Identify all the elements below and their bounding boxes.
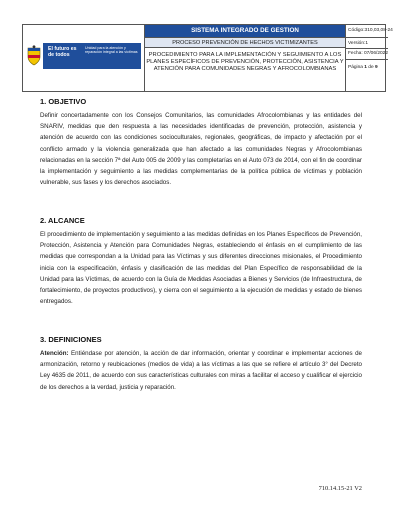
logo-subtitle: Unidad para la atención y reparación integral a las víctimas: [85, 46, 138, 55]
procedure-name: PROCEDIMIENTO PARA LA IMPLEMENTACIÓN Y SEGUIMIENTO A LOS PLANES ESPECÍFICOS DE PREVENCIÓN, PROTECCIÓN, ASISTENCIA Y ATENCIÓN PARA COMUNIDADES NEGRAS Y AFROCOLOMBIANAS: [146, 52, 344, 72]
meta-divider: [346, 37, 388, 38]
document-date: Fecha: 07/06/2022: [348, 51, 389, 56]
page-of: de: [368, 65, 374, 70]
document-code: Código:310,03,08-24: [348, 28, 393, 33]
page-current: 1: [364, 65, 367, 70]
page-label: Página: [348, 65, 363, 70]
document-header: [22, 24, 393, 92]
header-title-cell: [145, 25, 345, 91]
coat-of-arms-icon: [26, 45, 42, 67]
section-text-definiciones: [40, 348, 362, 393]
logo-title: El futuro es de todos: [48, 46, 77, 58]
meta-divider: [346, 59, 388, 60]
section-text-objetivo: Definir concertadamente con los Consejos Comunitarios, las comunidades Afrocolombianas y las entidades del SNARIV, medidas que den respuesta a las necesidades identificadas de prevención, protección, asistencia y atención de acuerdo con las condiciones socioculturales, regionales, geográficas, de impacto y afectación por el conflicto armado y la violencia generalizada que han afectado a las comunidades Negras y Afrocolombianas relacionadas en la sección 7ª del Auto 005 de 2009 y las completarías en el Auto 073 de 2014, con el fin de coordinar la implementación y seguimiento a las medidas complementarias de la política pública de víctimas y población vulnerable, sus fases y los derechos asociados.: [40, 112, 362, 187]
footer-form-code: 710.14.15-21 V2: [318, 485, 362, 492]
page-indicator: [348, 65, 400, 71]
header-logo-cell: [23, 25, 145, 91]
section-text-alcance: El procedimiento de implementación y seguimiento a las medidas definidas en los Planes Específicos de Prevención, Protección, Asistencia y Atención para Comunidades Negras, estableciendo el énfasis en el cumplimiento de las medidas que correspondan a la Unidad para las Víctimas y sus diferentes direcciones misionales, el Procedimiento inicia con la especificación, énfasis y clasificación de las medidas del Plan Específico de responsabilidad de la Unidad para las Víctimas, de acuerdo con la Guía de Medidas Asociadas a Bienes y Servicios (de Infraestructura, de fortalecimiento, de proyectos productivos), y cierra con el seguimiento a la ejecución de medidas y estado de bienes entregados.: [40, 231, 362, 306]
section-heading-objetivo: 1. OBJETIVO: [40, 97, 87, 106]
meta-divider: [346, 48, 388, 49]
section-heading-definiciones: 3. DEFINICIONES: [40, 335, 102, 344]
process-title: PROCESO PREVENCIÓN DE HECHOS VICTIMIZANTES: [145, 37, 345, 48]
system-title: SISTEMA INTEGRADO DE GESTION: [145, 25, 345, 37]
definition-term: Atención:: [40, 350, 69, 357]
definition-text: Entiéndase por atención, la acción de dar información, orientar y coordinar e implementar acciones de armonización, retorno y reubicaciones (medios de vida) a las víctimas a las que se refiere el artículo 3° del Decreto Ley 4635 de 2011, de acuerdo con sus características culturales con miras a facilitar el acceso y cualificar el ejercicio de los derechos a la verdad, justicia y reparación.: [40, 350, 362, 391]
government-logo-badge: [43, 43, 141, 69]
header-meta-cell: [345, 25, 393, 91]
document-version: Versión:1: [348, 41, 369, 46]
page-total: 9: [374, 65, 378, 70]
section-heading-alcance: 2. ALCANCE: [40, 216, 85, 225]
